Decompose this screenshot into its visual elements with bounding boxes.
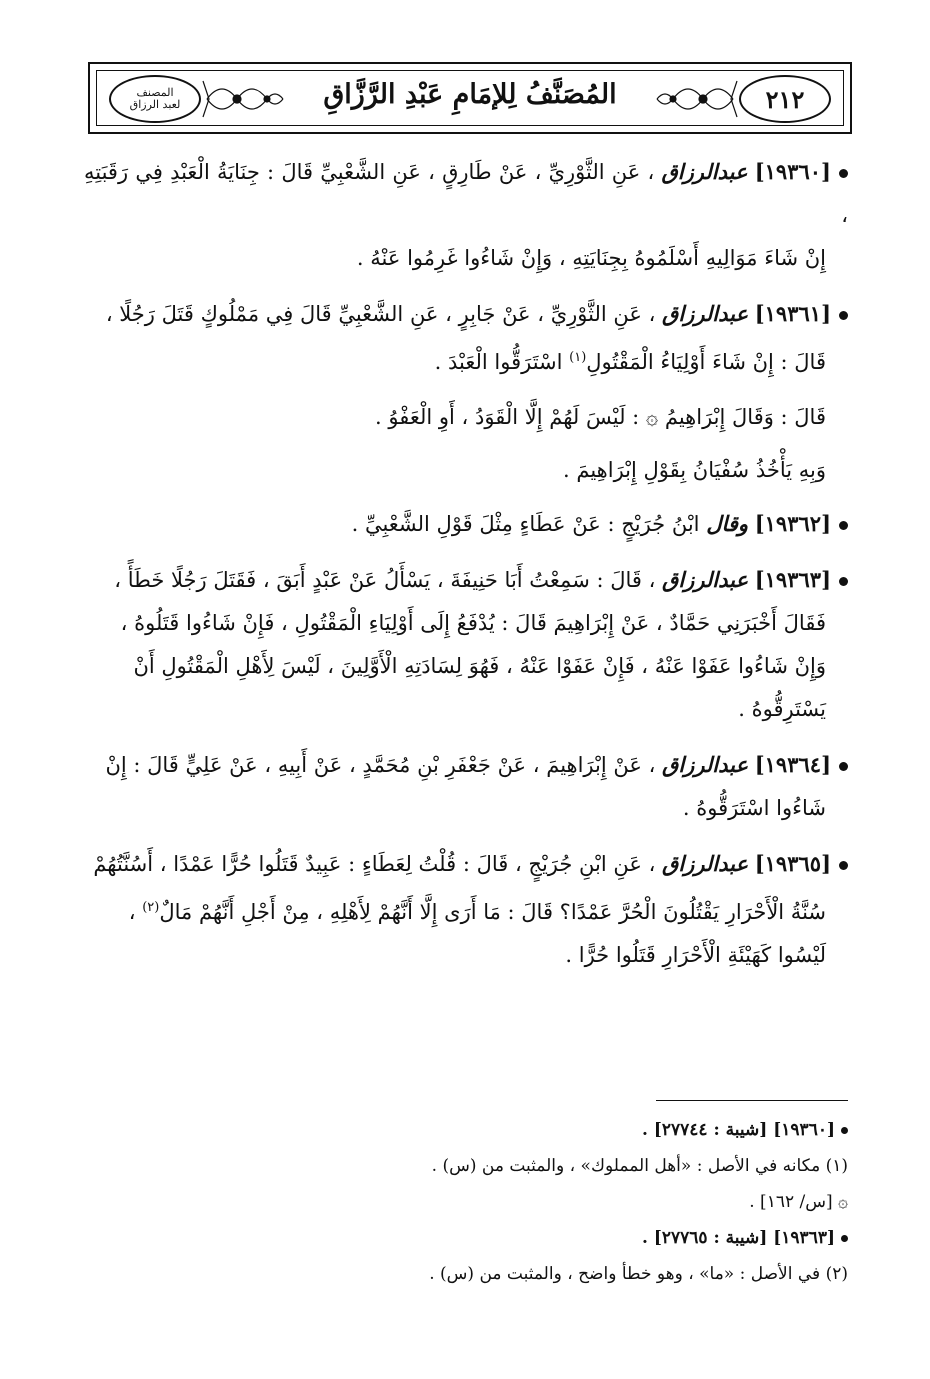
footnote: ۞ [س/ ١٦٢] . (749, 1192, 848, 1212)
entry-line: لَيْسُوا كَهَيْئَةِ الْأَحْرَارِ قَتَلُوا حُرًّا . (565, 943, 826, 967)
bullet-icon (839, 311, 848, 320)
hadith-entry-19362 (84, 502, 848, 546)
footnote-source (84, 1220, 848, 1256)
entry-author: عبدالرزاق (662, 567, 749, 592)
entry-line-end: اسْتَرَقُّوا الْعَبْدَ . (434, 350, 563, 374)
logo-line-1: المصنف (136, 86, 174, 99)
entry-line-group (84, 336, 848, 384)
footnote-ref[interactable]: (٢) (142, 900, 160, 915)
footnote: (١) مكانه في الأصل : «أهل المملوك» ، والمثبت من (س) . (431, 1156, 848, 1176)
entry-line: وَإِنْ شَاءُوا عَفَوْا عَنْهُ ، فَإِنْ عَفَوْا عَنْهُ ، فَهُوَ لِسَادَتِهِ الْأَوَّلِينَ ، لَيْسَ لِأَهْلِ الْمَقْتُولِ أَنْ (133, 654, 826, 678)
entry-line: ، عَنِ الثَّوْرِيِّ ، عَنْ طَارِقٍ ، عَنِ الشَّعْبِيِّ قَالَ : جِنَايَةُ الْعَبْدِ فِي رَقَبَتِهِ ، (84, 160, 848, 227)
bullet-icon (839, 521, 848, 530)
running-title: المُصَنَّفُ لِلإمَامِ عَبْدِ الرَّزَّاقِ (323, 79, 617, 110)
entry-line: ، عَنْ إِبْرَاهِيمَ ، عَنْ جَعْفَرِ بْنِ مُحَمَّدٍ ، عَنْ أَبِيهِ ، عَنْ عَلِيٍّ قَالَ : إِنْ (105, 753, 656, 777)
footnote-source (84, 1112, 848, 1148)
footnote-text: [١٩٣٦٣] [شيبة : ٢٧٧٦٥] . (642, 1228, 835, 1248)
entry-line: قَالَ : إِنْ شَاءَ أَوْلِيَاءُ الْمَقْتُولِ (586, 350, 826, 374)
hadith-entry-19360 (84, 150, 848, 280)
entry-subparagraph: وَبِهِ يَأْخُذُ سُفْيَانُ بِقَوْلِ إِبْرَاهِيمَ . (563, 458, 826, 482)
page-number: ٢١٢ (765, 84, 805, 114)
page-header (88, 62, 852, 134)
footnote: (٢) في الأصل : «ما» ، وهو خطأ واضح ، والمثبت من (س) . (429, 1264, 848, 1284)
entry-number: [١٩٣٦٥] (754, 851, 831, 876)
footnote-ref[interactable]: (١) (569, 350, 587, 365)
hadith-entry-19364 (84, 743, 848, 830)
bullet-icon (839, 861, 848, 870)
entry-line: ، عَنِ ابْنِ جُرَيْجٍ ، قَالَ : قُلْتُ لِعَطَاءٍ : عَبِيدٌ قَتَلُوا حُرًّا عَمْدًا ، أَسُنَّتُهُمْ (93, 852, 656, 876)
entry-line: ، قَالَ : سَمِعْتُ أَبَا حَنِيفَةَ ، يَسْأَلُ عَنْ عَبْدٍ أَبَقَ ، فَقَتَلَ رَجُلًا خَطَأً ، (114, 568, 656, 592)
hadith-entry-19361 (84, 292, 848, 384)
main-text (84, 150, 848, 989)
entry-line: شَاءُوا اسْتَرَقُّوهُ . (682, 796, 826, 820)
entry-number: [١٩٣٦٠] (754, 159, 831, 184)
entry-subparagraph: قَالَ : وَقَالَ إِبْرَاهِيمُ ۞ : لَيْسَ لَهُمْ إِلَّا الْقَوَدُ ، أَوِ الْعَفْوُ . (375, 405, 826, 429)
entry-number: [١٩٣٦٤] (754, 752, 831, 777)
hadith-entry-19363 (84, 558, 848, 731)
entry-number: [١٩٣٦٣] (754, 567, 831, 592)
bullet-icon (839, 169, 848, 178)
bullet-icon (841, 1235, 848, 1242)
logo-line-2: لعبد الرزاق (129, 98, 181, 111)
entry-line: ابْنُ جُرَيْجٍ : عَنْ عَطَاءٍ مِثْلَ قَوْلِ الشَّعْبِيِّ . (351, 512, 700, 536)
entry-number: [١٩٣٦١] (754, 301, 831, 326)
bullet-icon (839, 762, 848, 771)
entry-line: يَسْتَرِقُّوهُ . (738, 697, 826, 721)
entry-author: عبدالرزاق (662, 301, 749, 326)
entry-author: عبدالرزاق (661, 159, 748, 184)
header-frame (96, 70, 844, 126)
entry-number: [١٩٣٦٢] (754, 511, 831, 536)
footnotes (84, 1112, 848, 1292)
entry-line: سُنَّةُ الْأَحْرَارِ يَقْتُلُونَ الْحُرَّ عَمْدًا؟ قَالَ : مَا أَرَى إِلَّا أَنَّهُمْ لِأَهْلِهِ ، مِنْ أَجْلِ أَنَّهُمْ مَالٌ (159, 900, 826, 924)
entry-line-group: سُنَّةُ الْأَحْرَارِ يَقْتُلُونَ الْحُرَّ عَمْدًا؟ قَالَ : مَا أَرَى إِلَّا أَنَّهُمْ لِأَهْلِهِ ، مِنْ أَجْلِ أَنَّهُمْ مَالٌ$^{(٢)}$ ، (128, 900, 826, 924)
entry-author: وقال (706, 511, 749, 536)
entry-line: ، عَنِ الثَّوْرِيِّ ، عَنْ جَابِرٍ ، عَنِ الشَّعْبِيِّ قَالَ فِي مَمْلُوكٍ قَتَلَ رَجُلًا ، (105, 302, 656, 326)
bullet-icon (841, 1127, 848, 1134)
entry-line: إِنْ شَاءَ مَوَالِيهِ أَسْلَمُوهُ بِجِنَايَتِهِ ، وَإِنْ شَاءُوا غَرِمُوا عَنْهُ . (356, 246, 826, 270)
footnote-text: [١٩٣٦٠] [شيبة : ٢٧٧٤٤] . (642, 1120, 835, 1140)
entry-author: عبدالرزاق (662, 752, 749, 777)
entry-author: عبدالرزاق (662, 851, 749, 876)
hadith-entry-19365 (84, 842, 848, 977)
entry-line: فَقَالَ أَخْبَرَنِي حَمَّادٌ ، عَنْ إِبْرَاهِيمَ قَالَ : يُدْفَعُ إِلَى أَوْلِيَاءِ الْمَقْتُولِ ، فَإِنْ شَاءُوا قَتَلُوهُ ، (120, 611, 826, 635)
bullet-icon (839, 577, 848, 586)
footnote-divider (656, 1100, 848, 1101)
